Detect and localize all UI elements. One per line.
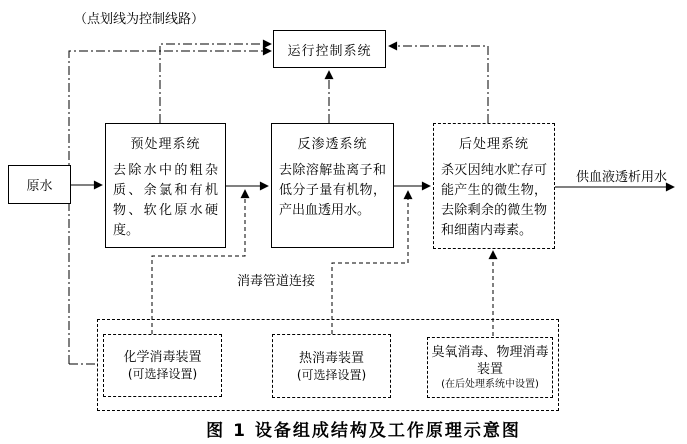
control-system-box — [273, 30, 386, 68]
heat-disinfection-box — [272, 334, 391, 398]
disinfection-pipe-label: 消毒管道连接 — [237, 274, 316, 289]
pretreatment-title: 预处理系统 — [130, 137, 201, 152]
legend-note: （点划线为控制线路） — [74, 12, 205, 27]
posttreatment-description: 杀灭因纯水贮存可能产生的微生物，去除剩余的微生物和细菌内毒素。 — [441, 163, 547, 238]
control-line-pretreatment — [160, 44, 271, 123]
ozone-physical-disinfection-note: (在后处理系统中设置) — [441, 379, 539, 390]
raw-water-box — [8, 165, 71, 204]
reverse-osmosis-box — [271, 123, 394, 248]
reverse-osmosis-description: 去除溶解盐离子和低分子量有机物，产出血透用水。 — [279, 163, 386, 218]
reverse-osmosis-title: 反渗透系统 — [297, 137, 368, 152]
heat-disinfection-title: 热消毒装置 — [298, 350, 364, 366]
heat-disinfection-note: (可选择设置) — [296, 367, 367, 382]
raw-water-label: 原水 — [26, 179, 53, 194]
pretreatment-box — [105, 123, 226, 248]
pretreatment-description: 去除水中的粗杂质、余氯和有机物、软化原水硬度。 — [113, 163, 218, 238]
chemical-disinfection-title: 化学消毒装置 — [123, 350, 202, 365]
output-water-label: 供血液透析用水 — [576, 170, 668, 185]
posttreatment-box — [433, 123, 555, 249]
control-system-label: 运行控制系统 — [287, 43, 372, 59]
posttreatment-title: 后处理系统 — [458, 137, 529, 152]
chemical-disinfection-box — [103, 334, 222, 397]
figure-caption: 图 1 设备组成结构及工作原理示意图 — [206, 421, 521, 441]
ozone-physical-disinfection-title: 臭氧消毒、物理消毒装置 — [431, 345, 549, 377]
control-line-posttreatment — [389, 46, 488, 123]
ozone-physical-disinfection-box — [427, 337, 553, 398]
chemical-disinfection-note: (可选择设置) — [127, 367, 198, 381]
